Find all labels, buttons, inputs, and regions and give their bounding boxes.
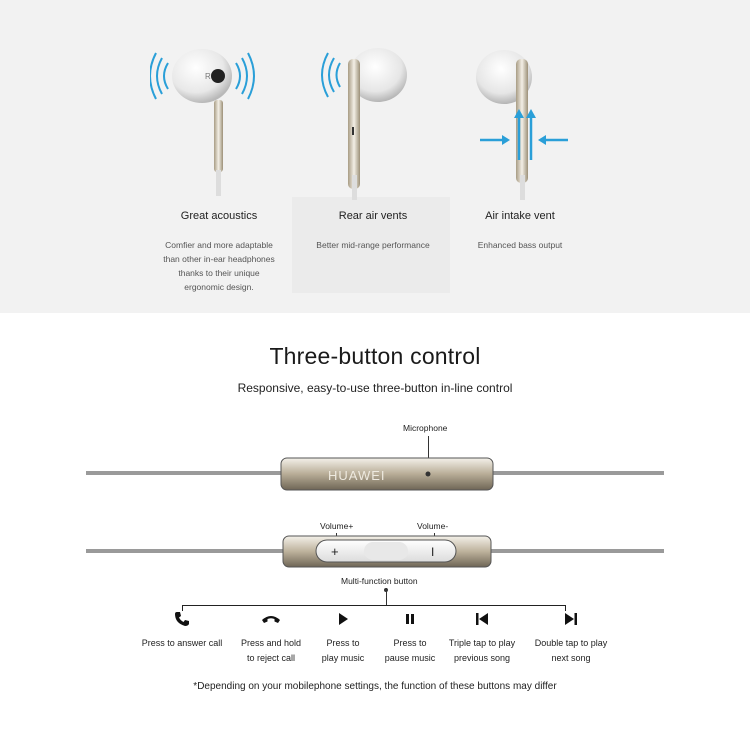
volume-down-symbol[interactable]: I xyxy=(431,545,435,559)
remote-top-view-illustration xyxy=(0,450,750,500)
multifunction-label: Multi-function button xyxy=(341,576,418,586)
previous-track-icon xyxy=(474,611,490,627)
brand-logo: HUAWEI xyxy=(328,468,386,483)
microphone-label: Microphone xyxy=(403,423,448,433)
remote-button-view-illustration xyxy=(0,530,750,575)
function-reject-call: Press and hold to reject call xyxy=(219,611,323,666)
volume-up-label: Volume+ xyxy=(320,521,354,531)
page-title: Three-button control xyxy=(269,343,481,369)
multi-function-button[interactable] xyxy=(364,542,408,560)
earbud-air-intake-illustration xyxy=(470,45,580,200)
sound-wave-icon xyxy=(322,53,340,97)
function-answer-call: Press to answer call xyxy=(130,611,234,651)
feature-title: Great acoustics xyxy=(180,210,258,222)
microphone-hole xyxy=(426,472,431,477)
feature-air-intake-vent xyxy=(445,210,595,252)
feature-rear-air-vents xyxy=(298,210,448,252)
earbud-front-illustration xyxy=(150,38,260,198)
volume-down-label: Volume- xyxy=(417,521,449,531)
earbud-side-illustration xyxy=(318,45,418,200)
phone-hangup-icon xyxy=(261,611,281,627)
function-next-song: Double tap to play next song xyxy=(519,611,623,666)
feature-description: Better mid-range performance xyxy=(316,240,430,250)
feature-description: Comfier and more adaptable than other in-ear headphones thanks to their unique ergonomic design. xyxy=(163,240,275,292)
page-subtitle: Responsive, easy-to-use three-button in-line control xyxy=(237,381,513,395)
feature-description: Enhanced bass output xyxy=(477,240,563,250)
feature-title: Air intake vent xyxy=(485,210,555,222)
function-play-music: Press to play music xyxy=(291,611,395,666)
feature-great-acoustics xyxy=(144,210,294,294)
sound-wave-left-icon xyxy=(150,53,168,99)
pause-icon xyxy=(402,611,418,627)
multifunction-dot xyxy=(384,588,388,592)
function-previous-song: Triple tap to play previous song xyxy=(430,611,534,666)
footnote: *Depending on your mobilephone settings, the function of these buttons may differ xyxy=(193,681,557,692)
earbud-r-marker: R xyxy=(205,72,211,81)
volume-up-symbol[interactable]: + xyxy=(331,544,339,559)
next-track-icon xyxy=(563,611,579,627)
play-icon xyxy=(335,611,351,627)
feature-title: Rear air vents xyxy=(338,210,408,222)
function-pause-music: Press to pause music xyxy=(358,611,462,666)
sound-wave-right-icon xyxy=(236,53,254,99)
phone-answer-icon xyxy=(174,611,190,627)
function-bracket-line xyxy=(182,605,566,606)
